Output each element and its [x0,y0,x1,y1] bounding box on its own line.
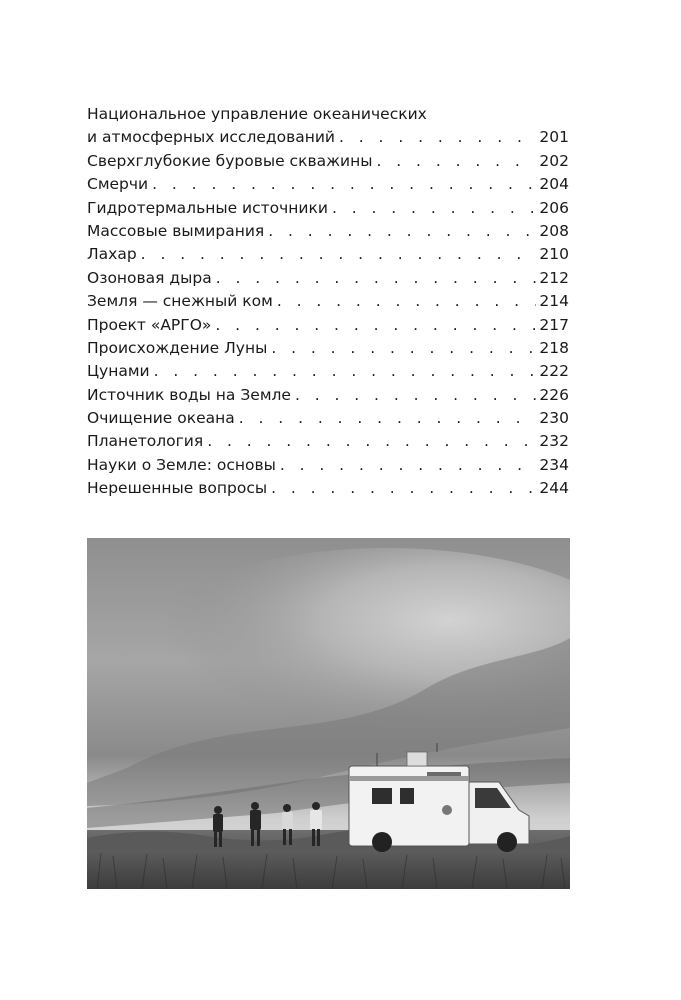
toc-entry [87,339,569,362]
toc-entry-page: 232 [539,432,569,451]
toc-leader-dots [216,269,537,287]
toc-entry [87,386,569,409]
toc-entry-title: Земля — снежный ком [87,292,273,311]
toc-entry-title: Источник воды на Земле [87,385,291,404]
toc-entry [87,316,569,339]
toc-entry-title: и атмосферных исследований [87,128,335,147]
toc-entry [87,409,569,432]
toc-entry-page: 210 [539,245,569,264]
toc-entry-page: 212 [539,268,569,287]
toc-entry [87,456,569,479]
toc-leader-dots [239,409,537,427]
toc-entry-page: 218 [539,338,569,357]
toc-leader-dots [377,152,537,170]
toc-leader-dots [154,362,537,380]
toc-leader-dots [141,245,537,263]
toc-entry-page: 217 [539,315,569,334]
toc-entry [87,292,569,315]
toc-entry-page: 206 [539,198,569,217]
toc-leader-dots [152,175,536,193]
storm-chasers-photo [87,538,570,889]
toc-entry-page: 208 [539,221,569,240]
toc-entry [87,479,569,502]
toc-entries [87,128,569,502]
toc-entry-title: Науки о Земле: основы [87,455,276,474]
toc-leader-dots [332,199,536,217]
toc-entry [87,128,569,151]
toc-entry-page: 202 [539,151,569,170]
toc-entry-heading [87,105,569,128]
toc-entry-title: Происхождение Луны [87,338,268,357]
toc-entry-page: 226 [539,385,569,404]
toc-entry-title: Нерешенные вопросы [87,479,268,498]
toc-entry-title: Сверхглубокие буровые скважины [87,151,373,170]
toc-entry-title: Массовые вымирания [87,221,265,240]
toc-leader-dots [271,339,536,357]
toc-entry [87,175,569,198]
toc-entry-page: 204 [539,175,569,194]
toc-entry [87,199,569,222]
toc-entry-title: Планетология [87,432,204,451]
toc-leader-dots [268,222,536,240]
toc-entry-title: Озоновая дыра [87,268,212,287]
toc-entry [87,245,569,268]
toc-leader-dots [271,479,536,497]
toc-entry-title: Проект «АРГО» [87,315,212,334]
toc-entry-page: 244 [539,479,569,498]
toc-entry-page: 230 [539,409,569,428]
toc-leader-dots [207,432,536,450]
toc-entry-title: Национальное управление океанических [87,105,427,123]
toc-entry [87,269,569,292]
toc-entry [87,362,569,385]
toc-entry-page: 222 [539,362,569,381]
toc-leader-dots [277,292,537,310]
table-of-contents [87,105,569,503]
toc-leader-dots [339,128,536,146]
toc-entry [87,432,569,455]
toc-leader-dots [295,386,536,404]
toc-entry [87,222,569,245]
toc-entry-page: 234 [539,455,569,474]
toc-entry-title: Цунами [87,362,150,381]
toc-entry-title: Очищение океана [87,409,235,428]
toc-entry-page: 214 [539,292,569,311]
toc-entry [87,152,569,175]
toc-entry-title: Смерчи [87,175,149,194]
toc-entry-title: Лахар [87,245,137,264]
toc-entry-title: Гидротермальные источники [87,198,328,217]
toc-leader-dots [280,456,537,474]
toc-entry-page: 201 [539,128,569,147]
toc-leader-dots [215,316,536,334]
